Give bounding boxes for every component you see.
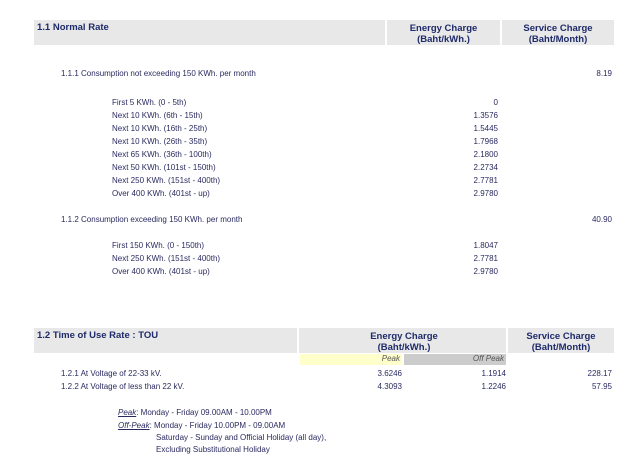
sub2-label: 1.1.2 Consumption exceeding 150 KWh. per month [61,215,243,224]
rate-row-label: Next 250 KWh. (151st - 400th) [112,254,221,263]
rate-row-value: 2.1800 [473,150,498,159]
service-header-line1: Service Charge [526,331,596,342]
section2-header-divider [297,328,299,353]
rate-row-label: Next 10 KWh. (26th - 35th) [112,137,208,146]
rate-row-value: 2.7781 [473,254,498,263]
tou-row-service: 57.95 [591,382,612,391]
tou-row-label: 1.2.1 At Voltage of 22-33 kV. [61,369,162,378]
peak-column-header: Peak [300,354,402,365]
rate-row-value: 2.9780 [473,267,498,276]
rate-row-value: 2.9780 [473,189,498,198]
section2-energy-header [350,331,458,353]
service-header-line1: Service Charge [523,23,593,34]
rate-row-label: Over 400 KWh. (401st - up) [112,189,210,198]
rate-row-label: Next 250 KWh. (151st - 400th) [112,176,221,185]
rate-row-value: 1.8047 [473,241,498,250]
rate-row-value: 0 [493,98,498,107]
section1-title: 1.1 Normal Rate [37,22,109,33]
tou-row-offpeak: 1.2246 [481,382,506,391]
rate-row-label: Next 10 KWh. (6th - 15th) [112,111,203,120]
rate-row-label: Next 10 KWh. (16th - 25th) [112,124,208,133]
tou-row-offpeak: 1.1914 [481,369,506,378]
section2-title: 1.2 Time of Use Rate : TOU [37,330,159,341]
note-line4: Excluding Substitutional Holiday [156,445,270,454]
note-offpeak [118,421,285,430]
tou-row-label: 1.2.2 At Voltage of less than 22 kV. [61,382,185,391]
section2-service-header [508,331,614,353]
rate-row-value: 1.3576 [473,111,498,120]
tou-row-service: 228.17 [587,369,612,378]
note-peak-term: Peak [118,408,137,417]
tou-row-peak: 4.3093 [377,382,402,391]
section1-service-header [502,23,614,45]
service-header-line2: (Baht/Month) [531,342,591,353]
rate-row-value: 1.7968 [473,137,498,146]
rate-row-label: Next 65 KWh. (36th - 100th) [112,150,212,159]
note-offpeak-text: : Monday - Friday 10.00PM - 09.00AM [149,421,286,430]
energy-header-line2: (Baht/kWh.) [417,34,470,45]
note-peak [118,408,272,417]
note-line3: Saturday - Sunday and Official Holiday (all day), [156,433,327,442]
service-header-line2: (Baht/Month) [528,34,588,45]
energy-header-line2: (Baht/kWh.) [377,342,431,353]
energy-header-line1: Energy Charge [370,331,438,342]
rate-row-value: 1.5445 [473,124,498,133]
offpeak-column-header: Off Peak [404,354,506,365]
sub1-service-charge: 8.19 [596,69,612,78]
note-peak-text: : Monday - Friday 09.00AM - 10.00PM [136,408,272,417]
tou-row-peak: 3.6246 [377,369,402,378]
section1-energy-header [387,23,500,45]
rate-row-value: 2.2734 [473,163,498,172]
sub1-label: 1.1.1 Consumption not exceeding 150 KWh. per month [61,69,256,78]
rate-row-label: First 150 KWh. (0 - 150th) [112,241,205,250]
note-offpeak-term: Off-Peak [118,421,150,430]
rate-row-label: Over 400 KWh. (401st - up) [112,267,210,276]
energy-header-line1: Energy Charge [409,23,478,34]
rate-row-value: 2.7781 [473,176,498,185]
rate-row-label: First 5 KWh. (0 - 5th) [112,98,187,107]
sub2-service-charge: 40.90 [591,215,612,224]
rate-row-label: Next 50 KWh. (101st - 150th) [112,163,216,172]
